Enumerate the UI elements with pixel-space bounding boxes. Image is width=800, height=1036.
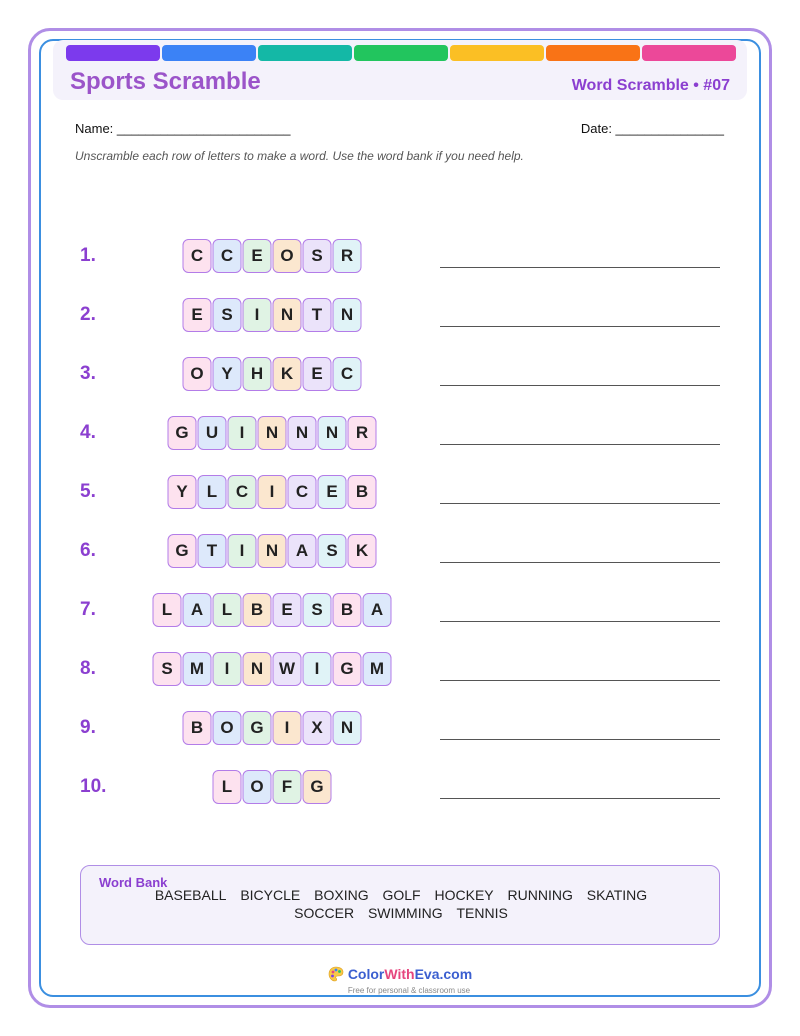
letter-tile: G bbox=[243, 711, 272, 745]
letter-tile: N bbox=[333, 711, 362, 745]
rainbow-bar bbox=[66, 45, 736, 61]
letter-tile: C bbox=[333, 357, 362, 391]
letter-tile: R bbox=[333, 239, 362, 273]
row-number: 5. bbox=[80, 481, 96, 502]
letter-tile: S bbox=[303, 239, 332, 273]
letter-tile: O bbox=[213, 711, 242, 745]
letter-tiles bbox=[183, 711, 362, 745]
row-number: 7. bbox=[80, 599, 96, 620]
letter-tile: B bbox=[183, 711, 212, 745]
instructions: Unscramble each row of letters to make a word. Use the word bank if you need help. bbox=[75, 149, 524, 163]
puzzle-row bbox=[0, 770, 800, 806]
letter-tile: R bbox=[348, 416, 377, 450]
row-number: 3. bbox=[80, 363, 96, 384]
answer-line[interactable] bbox=[440, 444, 720, 445]
word-bank-word: GOLF bbox=[382, 887, 421, 903]
letter-tile: K bbox=[348, 534, 377, 568]
rainbow-segment bbox=[546, 45, 640, 61]
letter-tile: T bbox=[198, 534, 227, 568]
word-bank-word: BOXING bbox=[314, 887, 369, 903]
word-bank-word: RUNNING bbox=[507, 887, 573, 903]
letter-tile: E bbox=[303, 357, 332, 391]
inner-border bbox=[39, 39, 761, 997]
letter-tile: N bbox=[243, 652, 272, 686]
letter-tile: N bbox=[318, 416, 347, 450]
letter-tile: G bbox=[168, 534, 197, 568]
answer-line[interactable] bbox=[440, 326, 720, 327]
rainbow-segment bbox=[66, 45, 160, 61]
footer-tagline: Free for personal & classroom use bbox=[347, 986, 471, 995]
row-number: 1. bbox=[80, 245, 96, 266]
answer-line[interactable] bbox=[440, 739, 720, 740]
letter-tiles bbox=[168, 416, 377, 450]
letter-tile: A bbox=[363, 593, 392, 627]
letter-tiles bbox=[168, 534, 377, 568]
letter-tile: Y bbox=[213, 357, 242, 391]
puzzle-row bbox=[0, 652, 800, 688]
answer-line[interactable] bbox=[440, 680, 720, 681]
page-subtitle: Word Scramble • #07 bbox=[571, 77, 730, 94]
letter-tile: M bbox=[363, 652, 392, 686]
letter-tile: C bbox=[183, 239, 212, 273]
letter-tile: M bbox=[183, 652, 212, 686]
letter-tile: B bbox=[333, 593, 362, 627]
word-bank-word: BASEBALL bbox=[154, 887, 227, 903]
rainbow-segment bbox=[258, 45, 352, 61]
word-bank bbox=[80, 865, 720, 945]
letter-tile: X bbox=[303, 711, 332, 745]
answer-line[interactable] bbox=[440, 562, 720, 563]
letter-tile: E bbox=[183, 298, 212, 332]
letter-tile: S bbox=[153, 652, 182, 686]
word-bank-word: HOCKEY bbox=[434, 887, 494, 903]
letter-tile: C bbox=[228, 475, 257, 509]
letter-tile: N bbox=[288, 416, 317, 450]
puzzle-row bbox=[0, 416, 800, 452]
letter-tile: L bbox=[213, 593, 242, 627]
letter-tile: G bbox=[333, 652, 362, 686]
letter-tile: T bbox=[303, 298, 332, 332]
rainbow-segment bbox=[642, 45, 736, 61]
word-bank-word: SKATING bbox=[586, 887, 648, 903]
rainbow-segment bbox=[162, 45, 256, 61]
letter-tile: A bbox=[183, 593, 212, 627]
footer-logo bbox=[328, 966, 472, 982]
answer-line[interactable] bbox=[440, 385, 720, 386]
letter-tile: O bbox=[273, 239, 302, 273]
letter-tile: I bbox=[213, 652, 242, 686]
letter-tile: S bbox=[303, 593, 332, 627]
puzzle-row bbox=[0, 711, 800, 747]
puzzle-row bbox=[0, 593, 800, 629]
date-field[interactable]: Date: _______________ bbox=[580, 121, 724, 136]
letter-tile: I bbox=[303, 652, 332, 686]
word-bank-word: SWIMMING bbox=[367, 905, 443, 921]
answer-line[interactable] bbox=[440, 503, 720, 504]
letter-tile: W bbox=[273, 652, 302, 686]
letter-tiles bbox=[183, 298, 362, 332]
letter-tile: S bbox=[318, 534, 347, 568]
letter-tiles bbox=[168, 475, 377, 509]
letter-tile: E bbox=[318, 475, 347, 509]
row-number: 9. bbox=[80, 717, 96, 738]
letter-tile: L bbox=[213, 770, 242, 804]
letter-tile: I bbox=[228, 416, 257, 450]
letter-tile: L bbox=[198, 475, 227, 509]
letter-tile: E bbox=[273, 593, 302, 627]
letter-tile: F bbox=[273, 770, 302, 804]
page-title: Sports Scramble bbox=[70, 68, 261, 95]
word-bank-word: TENNIS bbox=[456, 905, 508, 921]
letter-tile: N bbox=[333, 298, 362, 332]
answer-line[interactable] bbox=[440, 621, 720, 622]
word-bank-list bbox=[121, 886, 681, 922]
letter-tile: E bbox=[243, 239, 272, 273]
row-number: 2. bbox=[80, 304, 96, 325]
letter-tile: I bbox=[243, 298, 272, 332]
letter-tile: N bbox=[258, 416, 287, 450]
letter-tile: K bbox=[273, 357, 302, 391]
puzzle-row bbox=[0, 239, 800, 275]
letter-tiles bbox=[183, 357, 362, 391]
letter-tile: G bbox=[303, 770, 332, 804]
rainbow-segment bbox=[450, 45, 544, 61]
letter-tile: C bbox=[213, 239, 242, 273]
word-bank-title: Word Bank bbox=[99, 875, 168, 890]
letter-tile: Y bbox=[168, 475, 197, 509]
letter-tile: U bbox=[198, 416, 227, 450]
letter-tile: S bbox=[213, 298, 242, 332]
letter-tile: I bbox=[273, 711, 302, 745]
letter-tile: O bbox=[183, 357, 212, 391]
puzzle-row bbox=[0, 475, 800, 511]
word-bank-word: BICYCLE bbox=[240, 887, 301, 903]
letter-tile: A bbox=[288, 534, 317, 568]
letter-tile: N bbox=[273, 298, 302, 332]
letter-tile: O bbox=[243, 770, 272, 804]
puzzle-row bbox=[0, 298, 800, 334]
letter-tile: H bbox=[243, 357, 272, 391]
letter-tile: C bbox=[288, 475, 317, 509]
letter-tile: L bbox=[153, 593, 182, 627]
palette-icon bbox=[328, 966, 344, 982]
letter-tile: B bbox=[243, 593, 272, 627]
letter-tiles bbox=[183, 239, 362, 273]
letter-tile: I bbox=[228, 534, 257, 568]
footer-brand[interactable]: ColorWithEva.com bbox=[347, 966, 473, 982]
letter-tile: N bbox=[258, 534, 287, 568]
letter-tiles bbox=[153, 652, 392, 686]
name-field[interactable]: Name: ________________________ bbox=[75, 121, 291, 136]
row-number: 4. bbox=[80, 422, 96, 443]
rainbow-segment bbox=[354, 45, 448, 61]
row-number: 8. bbox=[80, 658, 96, 679]
letter-tile: G bbox=[168, 416, 197, 450]
letter-tiles bbox=[213, 770, 332, 804]
word-bank-word: SOCCER bbox=[294, 905, 355, 921]
row-number: 10. bbox=[80, 776, 107, 797]
footer bbox=[0, 966, 800, 995]
letter-tile: B bbox=[348, 475, 377, 509]
puzzle-row bbox=[0, 534, 800, 570]
letter-tiles bbox=[153, 593, 392, 627]
answer-line[interactable] bbox=[440, 267, 720, 268]
row-number: 6. bbox=[80, 540, 96, 561]
letter-tile: I bbox=[258, 475, 287, 509]
answer-line[interactable] bbox=[440, 798, 720, 799]
puzzle-row bbox=[0, 357, 800, 393]
